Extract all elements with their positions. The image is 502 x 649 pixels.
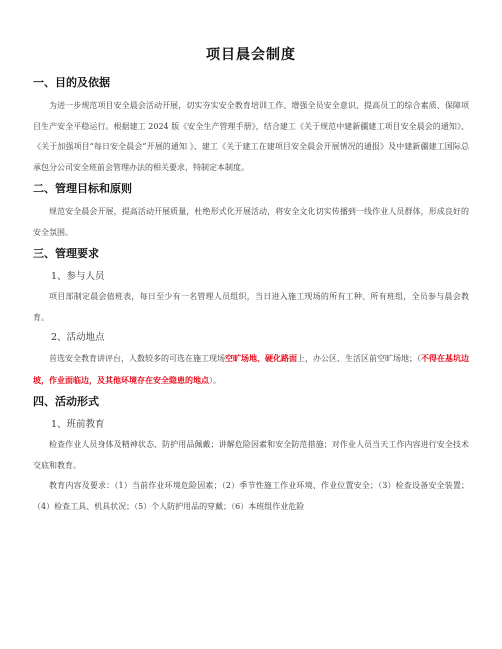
participants-paragraph: 项目部制定晨会值班表，每日至少有一名管理人员组织，当日进入施工现场的所有工种、所有班组，全员参与晨会教育。 bbox=[33, 292, 469, 322]
pre-shift-paragraph: 检查作业人员身体及精神状态、防护用品佩戴；讲解危险因素和安全防范措施；对作业人员当天工作内容进行安全技术交底和教育。 bbox=[33, 440, 469, 470]
section-heading-goals: 二、管理目标和原则 bbox=[33, 182, 132, 195]
section-heading-purpose: 一、目的及依据 bbox=[33, 76, 110, 89]
section-heading-requirements: 三、管理要求 bbox=[33, 247, 99, 260]
location-highlight-open-ground: 空旷场地、硬化路面 bbox=[225, 353, 297, 363]
section-heading-format: 四、活动形式 bbox=[33, 395, 99, 408]
subheading-participants: 1、参与人员 bbox=[51, 271, 105, 282]
location-paragraph bbox=[33, 348, 469, 391]
section-goals-paragraph: 规范安全晨会开展，提高活动开展质量，杜绝形式化开展活动，将安全文化切实传播到一线作业人员群体，形成良好的安全氛围。 bbox=[33, 207, 469, 237]
location-text-a: 首选安全教育讲评台，人数较多的可选在施工现场 bbox=[49, 354, 225, 363]
location-text-c: ）。 bbox=[209, 375, 221, 385]
section-purpose-paragraph: 为进一步规范项目安全晨会活动开展，切实夯实安全教育培训工作、增强全员安全意识、提高员工的综合素质、保障项目生产安全平稳运行。根据建工 2024 版《安全生产管理手册》，结合建工《关于规范中建新疆建工项目安全晨会的通知》、《关于加强项目“每日安全晨会”开展的通知 》、建工《关于建工在建项目安全晨会开展情况的通报》及中建新疆建工国际总承包分公司安全班前会管理办法的相关要求，特制定本制度。 bbox=[33, 101, 469, 172]
subheading-location: 2、活动地点 bbox=[51, 332, 105, 343]
subheading-pre-shift-education: 1、班前教育 bbox=[51, 419, 105, 430]
location-highlight-prohibited: 不得在基坑边坡，作业面临边，及其他环境存在安全隐患的地点 bbox=[33, 353, 469, 385]
location-text-b: 上，办公区、生活区前空旷场地；（ bbox=[297, 354, 421, 363]
document-title: 项目晨会制度 bbox=[206, 47, 296, 63]
education-content-paragraph: 教育内容及要求：（1）当前作业环境危险因素；（2）季节性施工作业环境、作业位置安全；（3）检查设备安全装置；（4）检查工具、机具状况；（5）个人防护用品的穿戴；（6）本班组作业危险 bbox=[33, 481, 469, 511]
